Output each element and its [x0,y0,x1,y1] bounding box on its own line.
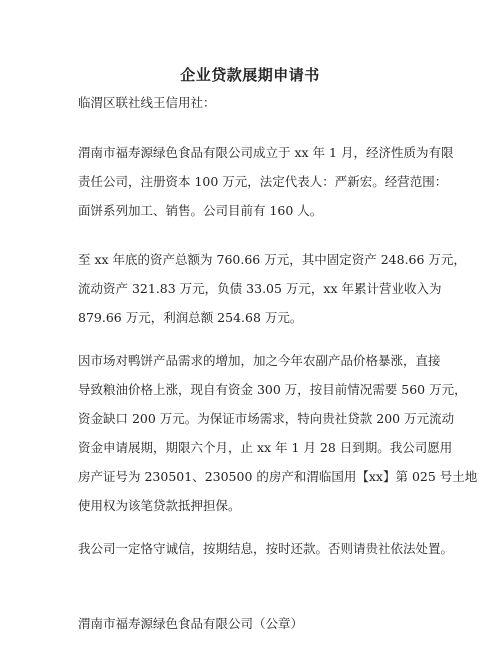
paragraph-commitment [78,534,454,563]
text-line: 至 xx 年底的资产总额为 760.66 万元，其中固定资产 248.66 万元， [78,252,466,267]
document-title: 企业贷款展期申请书 [180,66,320,84]
text-line: 责任公司，注册资本 100 万元，法定代表人：严新宏。经营范围： [78,174,448,189]
company-seal-text: 渭南市福寿源绿色食品有限公司（公章） [78,616,304,631]
text-line: 面饼系列加工、销售。公司目前有 160 人。 [78,203,323,218]
salutation-line: 临渭区联社线王信用社： [78,95,216,110]
text-line: 导致粮油价格上涨，现自有资金 300 万，按目前情况需要 560 万元， [78,382,467,397]
salutation [78,88,438,117]
text-line: 使用权为该笔贷款抵押担保。 [78,498,241,513]
text-line: 资金申请展期，期限六个月，止 xx 年 1 月 28 日到期。我公司愿用 [78,440,453,455]
text-line: 房产证号为 230501、230500 的房产和渭临国用【xx】第 025 号土地 [78,469,478,484]
text-line: 879.66 万元，利润总额 254.68 万元。 [78,310,303,325]
text-line: 资金缺口 200 万元。为保证市场需求，特向贵社贷款 200 万元流动 [78,411,455,426]
paragraph-extension-request [78,346,478,520]
paragraph-company-info [78,138,454,225]
text-line: 渭南市福寿源绿色食品有限公司成立于 xx 年 1 月，经济性质为有限 [78,145,454,160]
text-line: 我公司一定恪守诚信，按期结息，按时还款。否则请贵社依法处置。 [78,541,454,556]
signature-line [78,609,438,638]
paragraph-financials [78,245,466,332]
text-line: 流动资产 321.83 万元，负债 33.05 万元，xx 年累计营业收入为 [78,281,442,296]
text-line: 因市场对鸭饼产品需求的增加，加之今年农副产品价格暴涨，直接 [78,353,441,368]
